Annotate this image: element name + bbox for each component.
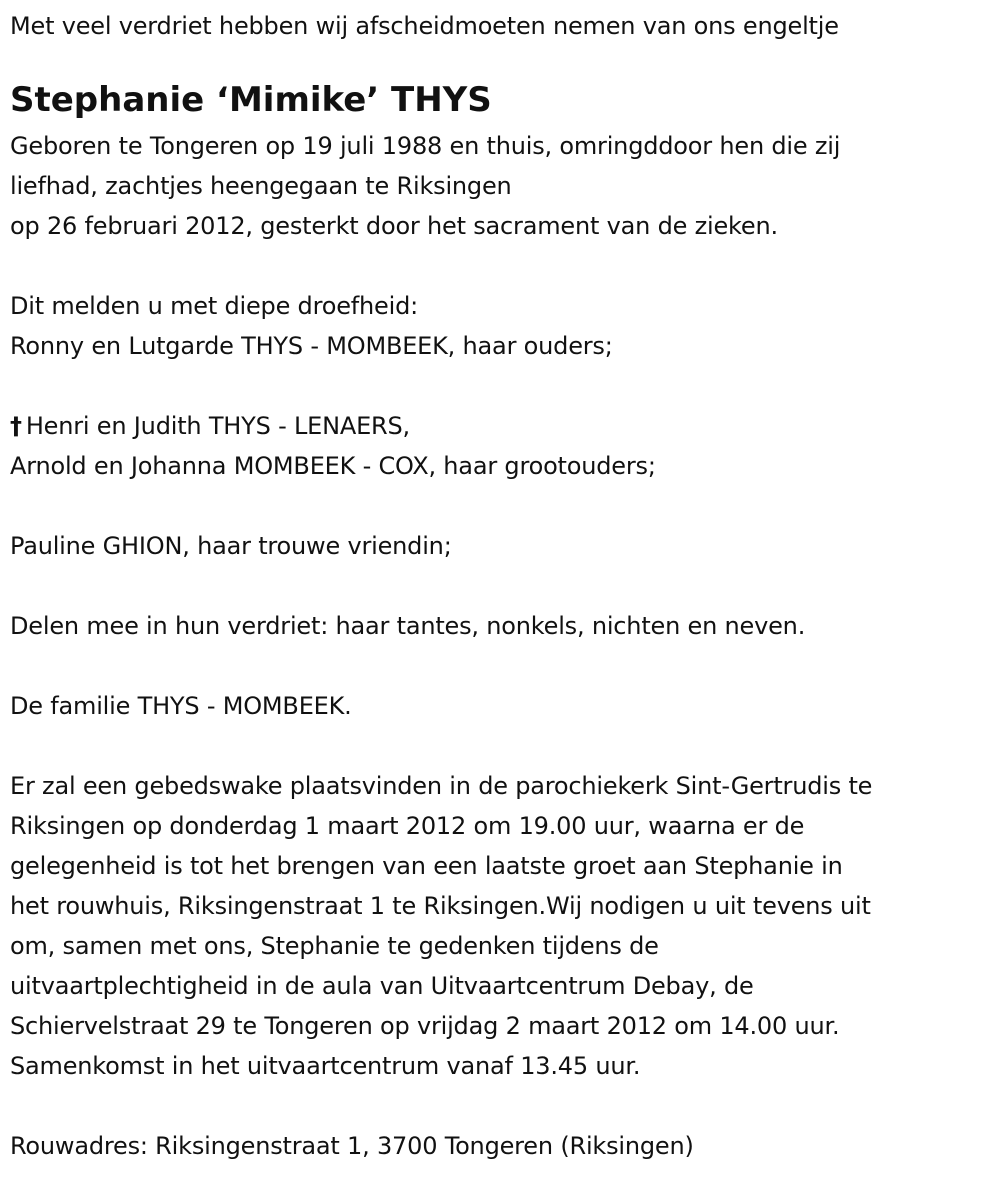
spacer — [10, 486, 990, 526]
family-line: De familie THYS - MOMBEEK. — [10, 692, 352, 720]
ceremony-line: het rouwhuis, Riksingenstraat 1 te Riksingen.Wij nodigen u uit tevens uit — [10, 892, 871, 920]
ceremony-line: gelegenheid is tot het brengen van een laatste groet aan Stephanie in — [10, 852, 843, 880]
grandparents-deceased: Henri en Judith THYS - LENAERS, — [25, 412, 410, 440]
ceremony-line: Samenkomst in het uitvaartcentrum vanaf 13.45 uur. — [10, 1052, 641, 1080]
mourning-address: Rouwadres: Riksingenstraat 1, 3700 Tongeren (Riksingen) — [10, 1132, 694, 1160]
death-line: op 26 februari 2012, gesterkt door het sacrament van de zieken. — [10, 212, 778, 240]
grandparents-line: Arnold en Johanna MOMBEEK - COX, haar grootouders; — [10, 452, 656, 480]
obituary-notice — [10, 6, 990, 1166]
ceremony-line: Schiervelstraat 29 te Tongeren op vrijdag 2 maart 2012 om 14.00 uur. — [10, 1012, 840, 1040]
spacer — [10, 1086, 990, 1126]
parents-line: Ronny en Lutgarde THYS - MOMBEEK, haar ouders; — [10, 332, 613, 360]
birth-line: liefhad, zachtjes heengegaan te Riksingen — [10, 172, 512, 200]
announcement-text: Dit melden u met diepe droefheid: — [10, 292, 418, 320]
ceremony-line: om, samen met ons, Stephanie te gedenken tijdens de — [10, 932, 659, 960]
intro-text: Met veel verdriet hebben wij afscheidmoeten nemen van ons engeltje — [10, 12, 839, 40]
spacer — [10, 726, 990, 766]
ceremony-line: uitvaartplechtigheid in de aula van Uitvaartcentrum Debay, de — [10, 972, 754, 1000]
spacer — [10, 646, 990, 686]
spacer — [10, 246, 990, 286]
friend-line: Pauline GHION, haar trouwe vriendin; — [10, 532, 452, 560]
deceased-name: Stephanie ‘Mimike’ THYS — [10, 80, 492, 120]
spacer — [10, 366, 990, 406]
ceremony-line: Riksingen op donderdag 1 maart 2012 om 19.00 uur, waarna er de — [10, 812, 805, 840]
cross-icon: † — [10, 412, 22, 440]
ceremony-line: Er zal een gebedswake plaatsvinden in de parochiekerk Sint-Gertrudis te — [10, 772, 873, 800]
grandparents-line — [10, 406, 990, 446]
relatives-line: Delen mee in hun verdriet: haar tantes, nonkels, nichten en neven. — [10, 612, 806, 640]
birth-line: Geboren te Tongeren op 19 juli 1988 en thuis, omringddoor hen die zij — [10, 132, 841, 160]
spacer — [10, 566, 990, 606]
